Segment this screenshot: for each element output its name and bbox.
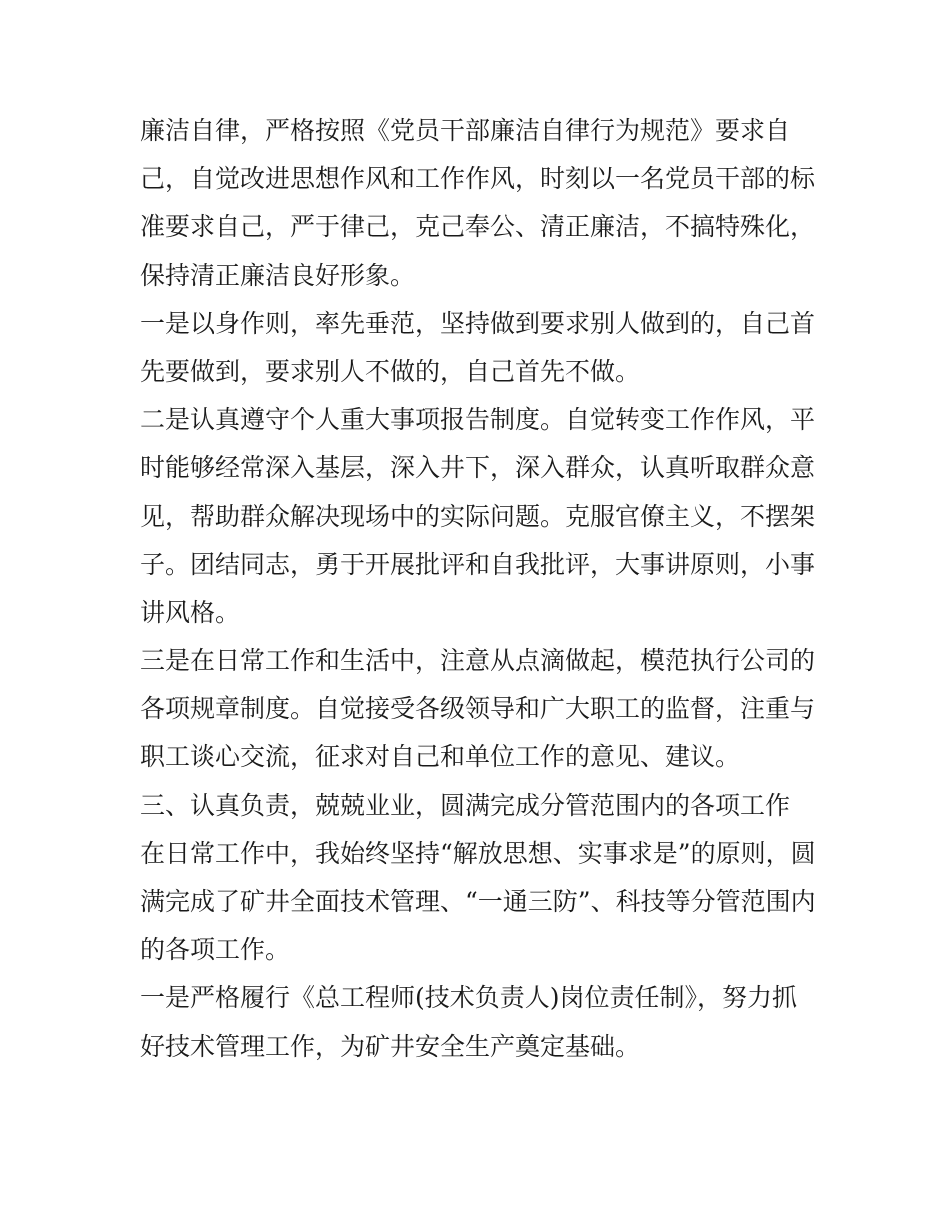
text-line: 各项规章制度。自觉接受各级领导和广大职工的监督，注重与 bbox=[140, 694, 816, 724]
text-line: 一是严格履行《总工程师(技术负责人)岗位责任制》，努力抓 bbox=[140, 983, 798, 1013]
text-line: 二是认真遵守个人重大事项报告制度。自觉转变工作作风，平 bbox=[140, 405, 816, 435]
text-line: 先要做到，要求别人不做的，自己首先不做。 bbox=[140, 356, 641, 386]
text-line: 三是在日常工作和生活中，注意从点滴做起，模范执行公司的 bbox=[140, 646, 816, 676]
text-line: 满完成了矿井全面技术管理、“一通三防”、科技等分管范围内 bbox=[140, 887, 816, 916]
text-line: 准要求自己，严于律己，克己奉公、清正廉洁，不搞特殊化， bbox=[140, 212, 816, 242]
body-text bbox=[140, 107, 820, 1071]
text-line: 见，帮助群众解决现场中的实际问题。克服官僚主义，不摆架 bbox=[140, 501, 816, 531]
text-line: 好技术管理工作，为矿井安全生产奠定基础。 bbox=[140, 1031, 641, 1061]
text-line: 己，自觉改进思想作风和工作作风，时刻以一名党员干部的标 bbox=[140, 164, 816, 194]
text-line: 一是以身作则，率先垂范，坚持做到要求别人做到的，自己首 bbox=[140, 308, 816, 338]
text-line: 在日常工作中，我始终坚持“解放思想、实事求是”的原则，圆 bbox=[140, 838, 816, 868]
text-line: 子。团结同志，勇于开展批评和自我批评，大事讲原则，小事 bbox=[140, 549, 816, 579]
text-line: 的各项工作。 bbox=[140, 935, 291, 965]
text-line: 廉洁自律，严格按照《党员干部廉洁自律行为规范》要求自 bbox=[140, 116, 791, 145]
text-line: 讲风格。 bbox=[140, 597, 241, 627]
text-line: 保持清正廉洁良好形象。 bbox=[140, 260, 416, 290]
text-line: 职工谈心交流，征求对自己和单位工作的意见、建议。 bbox=[140, 742, 741, 772]
text-line: 时能够经常深入基层，深入井下，深入群众，认真听取群众意 bbox=[140, 453, 816, 483]
section-heading: 三、认真负责，兢兢业业，圆满完成分管范围内的各项工作 bbox=[140, 790, 791, 820]
